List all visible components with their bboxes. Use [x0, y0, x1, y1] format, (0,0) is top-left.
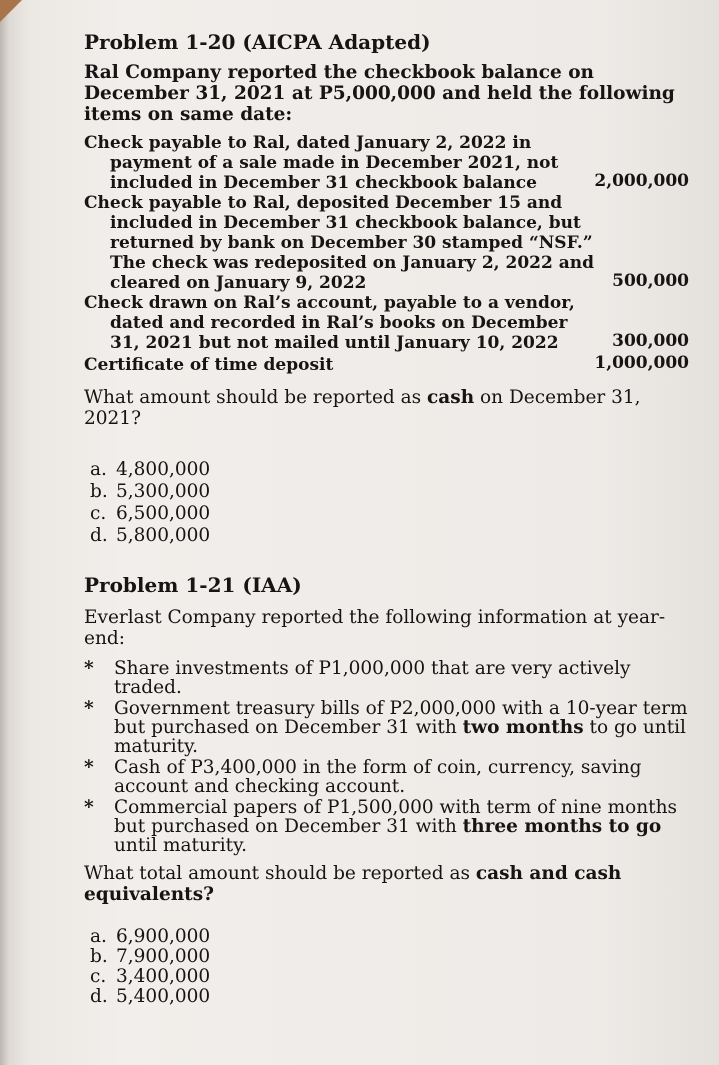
bullet-item: [84, 758, 689, 796]
bullet-item: [84, 798, 689, 855]
question-prefix: What amount should be reported as: [84, 387, 428, 408]
item-row: [84, 133, 689, 193]
item-description: Check drawn on Ral’s account, payable to a vendor, dated and recorded in Ral’s books on December 31, 2021 but not mailed until January 10, 2022: [84, 293, 575, 353]
choice-letter: b.: [90, 946, 108, 967]
choice-text: 7,900,000: [116, 946, 211, 967]
bullet-text: Government treasury bills of P2,000,000 with a 10-year term but purchased on December 31 with: [114, 698, 688, 738]
item-description: Certificate of time deposit: [84, 355, 334, 375]
choice-text: 5,800,000: [116, 525, 211, 546]
item-row: [84, 293, 689, 353]
item-row: [84, 193, 689, 293]
bullet-text-tail: to go until maturity.: [114, 717, 686, 757]
bullet-text: Cash of P3,400,000 in the form of coin, currency, saving account and checking account.: [114, 757, 642, 797]
choice-text: 4,800,000: [116, 459, 211, 480]
question-keyword: cash: [427, 387, 475, 408]
choice-a[interactable]: [90, 459, 689, 481]
choice-c[interactable]: [90, 967, 689, 987]
binding-shadow: [0, 0, 10, 1065]
choice-letter: c.: [90, 503, 107, 524]
choice-letter: b.: [90, 481, 108, 502]
item-description: Check payable to Ral, deposited December 15 and included in December 31 checkbook balance, but returned by bank on December 30 stamped “NSF.” The check was redeposited on January 2, 2022 and cleared on January 9, 2022: [84, 193, 594, 293]
problem-1-20: [84, 30, 689, 547]
problem-title: Problem 1-20 (AICPA Adapted): [84, 30, 431, 54]
bullet-list: [84, 659, 689, 855]
choice-b[interactable]: [90, 947, 689, 967]
choice-letter: c.: [90, 966, 107, 987]
choice-text: 5,400,000: [116, 986, 211, 1007]
choice-letter: a.: [90, 926, 107, 947]
choice-text: 6,500,000: [116, 503, 211, 524]
choice-letter: a.: [90, 459, 107, 480]
problem-question: [84, 387, 689, 429]
item-amount: 1,000,000: [594, 353, 689, 373]
bullet-bold: two months: [462, 717, 584, 738]
answer-choices: [90, 459, 689, 547]
choice-a[interactable]: [90, 927, 689, 947]
item-description: Check payable to Ral, dated January 2, 2022 in payment of a sale made in December 2021, not included in December 31 checkbook balance: [84, 133, 559, 193]
problem-title: Problem 1-21 (IAA): [84, 573, 302, 597]
problem-intro: Ral Company reported the checkbook balance on December 31, 2021 at P5,000,000 and held the following items on same date:: [84, 62, 675, 125]
question-suffix: on December 31, 2021?: [84, 387, 641, 429]
bullet-text-tail: until maturity.: [114, 835, 247, 856]
bullet-text: Commercial papers of P1,500,000 with term of nine months but purchased on December 31 with: [114, 797, 678, 837]
choice-d[interactable]: [90, 987, 689, 1007]
answer-choices: [90, 927, 689, 1007]
choice-text: 3,400,000: [116, 966, 211, 987]
choice-letter: d.: [90, 525, 108, 546]
problem-1-21: [84, 573, 689, 1007]
choice-text: 6,900,000: [116, 926, 211, 947]
question-keyword: cash and cash equivalents?: [84, 863, 622, 905]
bullet-bold: three months to go: [462, 816, 662, 837]
bullet-item: [84, 659, 689, 697]
bullet-marker: *: [84, 797, 94, 818]
problem-intro: Everlast Company reported the following information at year-end:: [84, 607, 666, 649]
choice-c[interactable]: [90, 503, 689, 525]
item-amount: 2,000,000: [594, 171, 689, 191]
choice-letter: d.: [90, 986, 108, 1007]
choice-d[interactable]: [90, 525, 689, 547]
problem-question: [84, 863, 689, 905]
items-table: [84, 133, 689, 375]
item-row: [84, 353, 689, 375]
document-body: [84, 30, 689, 1007]
choice-b[interactable]: [90, 481, 689, 503]
bullet-text: Share investments of P1,000,000 that are very actively traded.: [114, 658, 631, 698]
bullet-marker: *: [84, 698, 94, 719]
bullet-marker: *: [84, 658, 94, 679]
item-amount: 500,000: [612, 271, 689, 291]
bullet-marker: *: [84, 757, 94, 778]
question-prefix: What total amount should be reported as: [84, 863, 476, 884]
bullet-item: [84, 699, 689, 756]
item-amount: 300,000: [612, 331, 689, 351]
choice-text: 5,300,000: [116, 481, 211, 502]
page-corner: [0, 0, 22, 22]
